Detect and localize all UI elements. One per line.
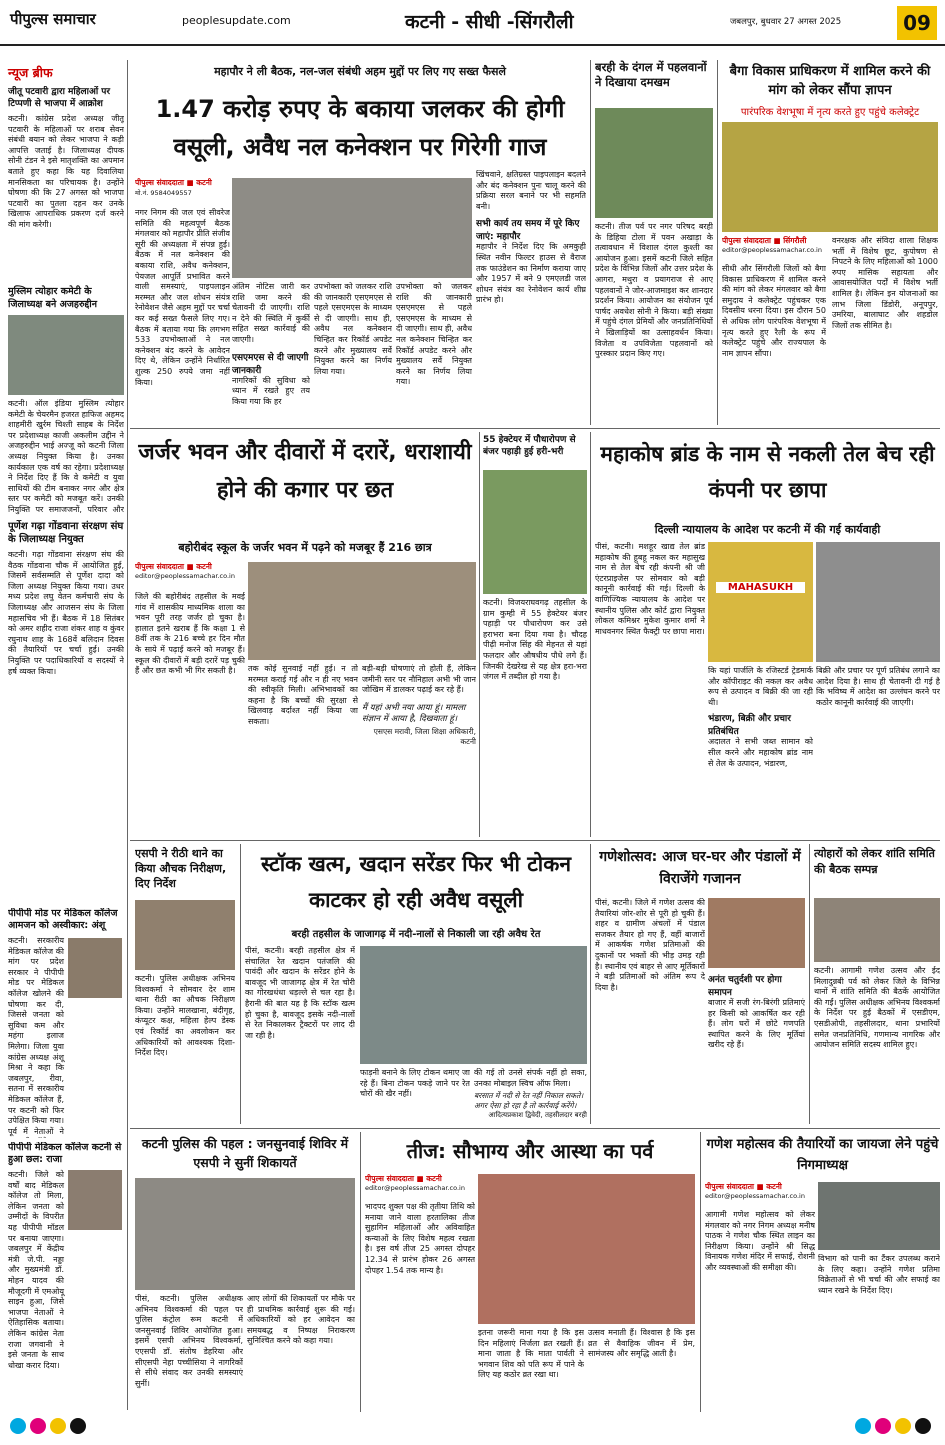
ganesh-headline: गणेशोत्सव: आज घर-घर और पंडालों में विराजेंगे गजानन bbox=[599, 849, 801, 887]
dangal-headline: बरही के दंगल में पहलवानों ने दिखाया दमखम bbox=[595, 60, 707, 89]
mobile-number: मो.नं. 9584049557 bbox=[135, 189, 192, 197]
teej-text: भादपद शुक्ल पक्ष की तृतीया तिथि को मनाया जाने वाला हरतालिका तीज सुहागिन महिलाओं और अविवाहित कन्याओं के लिए विशेष महत्व रखता है। इस वर्ष तीज 25 अगस्त दोपहर 12.34 से प्रारंभ होकर 26 अगस्त दोपहर 1.54 तक मान्य है। bbox=[365, 1202, 475, 1275]
quote-author: एसएस मरावी, जिला शिक्षा अधिकारी, कटनी bbox=[373, 726, 476, 746]
sp-photo bbox=[135, 900, 235, 970]
ganesh-text: पीसं, कटनी। जिले में गणेश उत्सव की तैयारियां जोर-शोर से पूरी हो चुकी हैं। शहर व ग्रामीण अंचलों में पंडाल सजकर तैयार हो गए हैं, वहीं बाजारों में आकर्षक गणेश प्रतिमाओं की दुकानों पर भक्तों की भीड़ उमड़ रही है। स्थानीय एवं बाहर से आए मूर्तिकारों ने बड़ी प्रतिमाओं को अंतिम रूप दे दिया है। bbox=[595, 898, 705, 992]
jansunwai-photo bbox=[135, 1178, 355, 1290]
column-divider bbox=[479, 432, 480, 837]
brief-item bbox=[8, 908, 124, 1138]
masthead bbox=[0, 0, 945, 46]
email[interactable]: editor@peoplessamachar.co.in bbox=[135, 572, 235, 580]
column-divider bbox=[590, 432, 591, 837]
lead-byline-box bbox=[135, 178, 230, 208]
email[interactable]: editor@peoplessamachar.co.in bbox=[705, 1192, 805, 1200]
brief-headline: जीतू पटवारी द्वारा महिलाओं पर टिप्पणी से भाजपा में आक्रोश bbox=[8, 87, 111, 109]
mahakosh-col1: पीसं, कटनी। मशहूर खाद्य तेल ब्रांड महाकोष की हूबहू नकल कर महासुख नाम से तेल बेच रही कंपनी श्री जी एंटरप्राइजेस पर सोमवार को बड़ी कानूनी कार्रवाई की गई। दिल्ली के वाणिज्यिक न्यायालय के आदेश पर स्थानीय पुलिस और कोर्ट द्वारा नियुक्त लोकल कमिश्नर मुकेश कुमार शर्मा ने माधवनगर स्थित फैक्ट्री पर छापा मारा। bbox=[595, 542, 705, 636]
nigam-headline: गणेश महोत्सव की तैयारियों का जायजा लेने पहुंचे निगमाध्यक्ष bbox=[706, 1137, 939, 1173]
quote-author: आदित्यप्रकाश द्विवेदी, तहसीलदार बरही bbox=[488, 1111, 587, 1120]
column-divider bbox=[240, 844, 241, 1124]
brief-item bbox=[8, 1142, 124, 1412]
jarjar-headline: जर्जर भवन और दीवारों में दरारें, धराशायी होने की कगार पर छत bbox=[138, 440, 472, 503]
subhead: एसएमएस से दी जाएगी जानकारी bbox=[232, 352, 309, 376]
stock-col1: पीसं, कटनी। बरही तहसील क्षेत्र में संचालित रेत खदान पतंजलि की पावंदी और खदान के सरेंडर होने के बावजूद भी जाजागढ़ क्षेत्र में रेत चोरी का गोरखधंधा धड़ल्ले से चल रहा है। हैरानी की बात यह है कि स्टॉक खत्म हो चुका है, बावजूद इसके नदी-नालों से रेत निकालकर ट्रैक्टरों पर लाद दी जा रही है। bbox=[245, 946, 355, 1040]
quote: बरसात में नदी से रेत नहीं निकाल सकते। अगर ऐसा हो रहा है तो कार्रवाई करेंगे। bbox=[474, 1091, 584, 1111]
dangal-text: कटनी। तीज पर्व पर नगर परिषद बरही के डिहिया टोला में पवन अखाड़ा के तत्वावधान में विशाल दंगल कुश्ती का आयोजन हुआ। इसमें कटनी जिले सहित प्रदेश के विभिन्न जिलों और उत्तर प्रदेश के आगरा, मथुरा व प्रयागराज से आए पहलवानों ने जोर-आजमाइश कर शानदार प्रदर्शन किया। आयोजन का संयोजन पूर्व पार्षद अवधेश सोनी ने किया। बड़ी संख्या में पहुंचे दंगल प्रेमियों और जनप्रतिनिधियों ने खिलाड़ियों का उत्साहवर्धन किया। विजेता व उपविजेता पहलवानों को पुरस्कार प्रदान किए गए। bbox=[595, 222, 713, 359]
brief-photo bbox=[8, 315, 124, 395]
jarjar-col3-box bbox=[362, 664, 476, 834]
registration-mark bbox=[30, 1418, 46, 1434]
nigam-col1: आगामी गणेश महोत्सव को लेकर मंगलवार को नगर निगम अध्यक्ष मनीष पाठक ने गणेश चौक स्थित लाइन का निरीक्षण किया। उन्होंने श्री सिद्ध विनायक गणेश मंदिर में सफाई, रोशनी और व्यवस्थाओं की समीक्षा की। bbox=[705, 1210, 815, 1272]
byline: पीपुल्स संवाददाता ■ कटनी bbox=[135, 562, 212, 571]
lead-col1: नगर निगम की जल एवं सीवरेज समिति की महत्वपूर्ण बैठक मंगलवार को महापौर प्रीति संजीव सूरी की अध्यक्षता में संपन्न हुई। बैठक में नल कनेक्शन की बकाया राशि, अवैध कनेक्शन, पेयजल आपूर्ति प्रभावित करने वाली समस्याएं, पाइपलाइन मरम्मत और जल शोधन संयंत्र रेनोवेशन जैसे अहम मुद्दों पर चर्चा कर कई सख्त फैसले लिए गए। बैठक में बताया गया कि लगभग 533 उपभोक्ताओं ने नल कनेक्शन बंद करने के आवेदन दिए थे, लेकिन उन्होंने निर्धारित शुल्क 250 रुपये जमा नहीं किया। bbox=[135, 208, 230, 387]
lead-col4-b: महापौर ने निर्देश दिए कि अमकुही स्थित नवीन फिल्टर हाउस से वैराज तक फाउंडेशन का निर्माण कराया जाए और 1957 में बने 9 एमएलडी जल शोधन संयंत्र का रेनोवेशन कार्य शीघ्र प्रारंभ हो। bbox=[476, 242, 586, 305]
row-divider bbox=[130, 428, 940, 429]
section-title: कटनी - सीधी -सिंगरौली bbox=[405, 11, 574, 33]
tyohar-photo bbox=[814, 898, 940, 962]
lead-col4: खिंचवाने, क्षतिग्रस्त पाइपलाइन बदलने और बंद कनेक्शन पुनः चालू करने की प्रक्रिया सरल बनाने पर भी सहमति बनी। bbox=[476, 170, 586, 211]
stock-deck: बरही तहसील के जाजागढ़ में नदी-नालों से निकाली जा रही अवैध रेत bbox=[291, 929, 541, 940]
forest-text: कटनी। विजयराघवगढ़ तहसील के ग्राम कुम्ही में 55 हेक्टेयर बंजर पहाड़ी पर पौधारोपण कर उसे हराभरा बना दिया गया है। चौदह पीढ़ी मनोज सिंह की मेहनत से यहां फलदार और औषधीय पौधे लगे हैं। जिनकी देखरेख से यह क्षेत्र हरा-भरा जंगल में तब्दील हो गया है। bbox=[483, 598, 587, 682]
email[interactable]: editor@peoplessamachar.co.in bbox=[365, 1184, 465, 1192]
forest-photo bbox=[483, 470, 587, 594]
stock-col3: की गई तो उनसे संपर्क नहीं हो सका, उनका मोबाइल स्विच ऑफ मिला। bbox=[474, 1068, 587, 1088]
brief-photo bbox=[68, 1170, 122, 1230]
ganesh-photo bbox=[708, 898, 805, 968]
jansunwai-text2: आए लोगों की शिकायतों पर मौके पर ही प्राथमिक कार्रवाई शुरू की गई। अधिकारियों को हर आवेदन का समयबद्ध व निष्पक्ष निराकरण सुनिश्चित करने को कहा गया। bbox=[247, 1294, 355, 1346]
tyohar-headline: त्योहारों को लेकर शांति समिति की बैठक सम्पन्न bbox=[814, 847, 935, 876]
tyohar-text: कटनी। आगामी गणेश उत्सव और ईद मिलादुन्नबी पर्व को लेकर जिले के विभिन्न थानों में शांति समिति की बैठकें आयोजित की गईं। पुलिस अधीक्षक अभिनय विश्वकर्मा के निर्देश पर हुई बैठकों में एसडीएम, एसडीओपी, तहसीलदार, थाना प्रभारियों समेत जनप्रतिनिधि, गणमान्य नागरिक और आयोजन समिति सदस्य शामिल हुए। bbox=[814, 966, 940, 1050]
jarjar-photo bbox=[248, 562, 476, 660]
lead-col2-box bbox=[232, 282, 310, 418]
teej-text3: उत्सव मनाती हैं। विश्वास है कि इस व्रत से वैवाहिक जीवन में प्रेम, सामंजस्य और समृद्धि आती है। bbox=[588, 1328, 695, 1359]
column-divider bbox=[590, 60, 591, 425]
brief-text: कटनी। ऑल इंडिया मुस्लिम त्योहार कमेटी के चेयरमैन हजरत हाफिज अहमद शाहमीरी खुर्रम चिश्ती साहब के निर्देश पर प्रदेशाध्यक्ष काजी अकलीम उद्दीन ने अजहरुद्दीन भाई अज्जू को कटनी जिला अध्यक्ष नियुक्त किया है। उनका कार्यकाल एक वर्ष का रहेगा। प्रदेशाध्यक्ष ने निर्देश दिए हैं कि वे कमेटी व युवा साथियों की टीम बनाकर नगर और क्षेत्र स्तर पर कमेटी को मजबूत करें। उनकी नियुक्ति पर समाजजनों, परिवार और bbox=[8, 399, 124, 514]
column-divider bbox=[127, 60, 128, 1410]
jansunwai-text: पीसं, कटनी। पुलिस अधीक्षक अभिनय विश्वकर्मा की पहल पर पुलिस कंट्रोल रूम कटनी में जनसुनवाई शिविर आयोजित हुआ। इसमें एसपी अभिनय विश्वकर्मा, एएसपी डॉ. संतोष डेहरिया और सीएसपी नेहा पच्चीसिया ने नागरिकों से सीधे संवाद कर उनकी समस्याएं सुनीं। bbox=[135, 1294, 243, 1388]
brief-text: कटनी। कांग्रेस प्रदेश अध्यक्ष जीतू पटवारी के महिलाओं पर शराब सेवन संबंधी बयान को लेकर भाजपा ने कड़ी आपत्ति जताई है। जिलाध्यक्ष दीपक सोनी टंडन ने इसे मातृशक्ति का अपमान बताते हुए कहा कि यह दिवालिया मानसिकता का परिचायक है। उन्होंने घोषणा की कि 27 अगस्त को भाजपा पटवारी का पुतला दहन कर उनके खिलाफ आपराधिक प्रकरण दर्ज करने की मांग करेगी। bbox=[8, 114, 124, 229]
column-divider bbox=[360, 1132, 361, 1412]
jansunwai-headline: कटनी पुलिस की पहल : जनसुनवाई शिविर में एसपी ने सुनीं शिकायतें bbox=[141, 1136, 349, 1170]
stock-col3-box bbox=[474, 1068, 587, 1124]
subhead: भंडारण, बिक्री और प्रचार प्रतिबंधित bbox=[708, 714, 791, 738]
brief-text: कटनी। सरकारीय मेडिकल कॉलेज की मांग पर प्रदेश सरकार ने पीपीपी मोड पर मेडिकल कॉलेज खोलने की घोषणा कर दी, जिससे जनता को सुविधा कम और महंगा इलाज मिलेगा। जिला युवा कांग्रेस अध्यक्ष अंशू मिश्रा ने कहा कि जबलपुर, रीवा, सतना में सरकारीय मेडिकल कॉलेज हैं, पर कटनी को फिर उपेक्षित किया गया। पूर्व में नेताओं ने bbox=[8, 936, 64, 1136]
byline: पीपुल्स संवाददाता ■ कटनी bbox=[135, 178, 212, 187]
nigam-photo bbox=[818, 1182, 940, 1250]
registration-mark bbox=[70, 1418, 86, 1434]
mahakosh-headline: महाकोष ब्रांड के नाम से नकली तेल बेच रही कंपनी पर छापा bbox=[600, 442, 935, 502]
byline: पीपुल्स संवाददाता ■ सिंगरौली bbox=[722, 236, 807, 245]
lead-photo bbox=[232, 178, 472, 278]
mahakosh-col3: बिक्री और प्रचार पर पूर्ण प्रतिबंध लगाने का आदेश दिया है। साथ ही चेतावनी दी गई है कि भविष्य में आदेश का उल्लंघन करने पर कठोर कानूनी कार्रवाई की जाएगी। bbox=[816, 666, 940, 707]
subhead: अनंत चतुर्दशी पर होगा समापन bbox=[708, 975, 782, 998]
jarjar-col3: बड़ी-बड़ी घोषणाएं तो होती हैं, लेकिन जमीनी स्तर पर नौनिहाल अभी भी जान जोखिम में डालकर पढ़ाई कर रहे हैं। bbox=[362, 664, 476, 695]
dateline: जबलपुर, बुधवार 27 अगस्त 2025 bbox=[730, 17, 842, 27]
brief-item bbox=[8, 285, 124, 515]
brief-text: कटनी। जिले को वर्षों बाद मेडिकल कॉलेज तो मिला, लेकिन जनता को उम्मीदों के विपरीत यह पीपीपी मॉडल पर बनाया जाएगा। जबलपुर में केंद्रीय मंत्री जे.पी. नड्डा और मुख्यमंत्री डॉ. मोहन यादव की मौजूदगी में एमओयू साइन हुआ, जिसे भाजपा नेताओं ने ऐतिहासिक बताया। लेकिन कांग्रेस नेता राजा जगवानी ने इसे जनता के साथ धोखा करार दिया। bbox=[8, 1170, 64, 1370]
row-divider bbox=[130, 1128, 940, 1129]
baiga-deck: पारंपरिक वेशभूषा में नृत्य करते हुए पहुंचे कलेक्ट्रेट bbox=[740, 107, 920, 118]
sp-headline: एसपी ने रीठी थाने का किया औचक निरीक्षण, दिए निर्देश bbox=[135, 847, 227, 890]
baiga-photo bbox=[722, 122, 938, 232]
byline: पीपुल्स संवाददाता ■ कटनी bbox=[705, 1182, 782, 1191]
email[interactable]: editor@peoplessamachar.co.in bbox=[722, 246, 822, 254]
brief-text: कटनी। गढ़ा गोंडवाना संरक्षण संघ की वैठक गोंडवाना चौक में आयोजित हुई, जिसमें सर्वसम्मति से पूर्णेश दादा को जिला अध्यक्ष नियुक्त किया गया। उधर मध्य प्रदेश लघु वेतन कर्मचारी संघ के जिलाध्यक्ष और आजसन संघ के जिला महासचिव भी हैं। बैठक में 18 सितंबर को अमर शहीद राजा शंकर शाह व कुंवर रघुनाथ शाह के 168वें बलिदान दिवस की तैयारियों पर चर्चा हुई। उनकी नियुक्ति पर पदाधिकारियों व सदस्यों ने हर्ष व्यक्त किया। bbox=[8, 550, 124, 676]
jarjar-col2: तक कोई सुनवाई नहीं हुई। न तो मरम्मत कराई गई और न ही नए भवन की स्वीकृति मिली। अभिभावकों का कहना है कि बच्चों की सुरक्षा से खिलवाड़ बर्दाश्त नहीं किया जा सकता। bbox=[248, 664, 358, 726]
lead-col3b: उपभोक्ता को जलकर राशि की जानकारी एसएमएस से पहले एसएमएस के माध्यम से दी जाएगी। साथ ही, अवैध नल कनेक्शन चिन्हित कर रिकॉर्ड अपडेट करने और मुख्यालय सर्वे नियुक्त करने का निर्णय लिया गया। bbox=[396, 282, 472, 387]
column-divider bbox=[700, 1132, 701, 1412]
registration-mark bbox=[875, 1418, 891, 1434]
nigam-byline-box bbox=[705, 1182, 815, 1208]
registration-mark bbox=[915, 1418, 931, 1434]
mahakosh-col2-box bbox=[708, 666, 813, 834]
teej-photo bbox=[478, 1174, 695, 1324]
lead-col3: उपभोक्ता को जलकर राशि की जानकारी एसएमएस से पहले एसएमएस के माध्यम से दी जाएगी। साथ ही, अवैध नल कनेक्शन चिन्हित कर रिकॉर्ड अपडेट करने और मुख्यालय सर्वे नियुक्त करने का निर्णय लिया गया। bbox=[314, 282, 392, 376]
mahakosh-label: MAHASUKH bbox=[716, 582, 805, 593]
brief-photo bbox=[68, 938, 122, 998]
mahakosh-col2: कि यहां पार्जलि के रजिस्टर्ड ट्रेडमार्क और कॉपीराइट की नकल कर अवैध रूप से उत्पादन व बिक्री की जा रही थी। bbox=[708, 666, 813, 707]
lead-kicker: महापौर ने ली बैठक, नल-जल संबंधी अहम मुद्दों पर लिए गए सख्त फैसले bbox=[214, 65, 506, 78]
jarjar-byline-box bbox=[135, 562, 255, 588]
brief-item bbox=[8, 520, 124, 720]
site-url[interactable]: peoplesupdate.com bbox=[182, 14, 291, 27]
dangal-photo bbox=[595, 108, 713, 218]
nigam-col2: विभाग को पानी का टैंकर उपलब्ध कराने के लिए कहा। उन्होंने गणेश प्रतिमा विक्रेताओं से भी चर्चा की और सफाई का ध्यान रखने के निर्देश दिए। bbox=[818, 1254, 940, 1295]
brief-headline: मुस्लिम त्योहार कमेटी के जिलाध्यक्ष बने अजहरुद्दीन bbox=[8, 286, 97, 310]
quote: मैं यहां अभी नया आया हूं। मामला संज्ञान में आया है, दिखवाता हूं। bbox=[362, 702, 466, 724]
teej-text2: इतना जरूरी माना गया है कि इस दिन महिलाएं निर्जला व्रत रखती हैं। माना जाता है कि माता पार्वती ने भगवान शिव को पति रूप में पाने के लिए यह कठोर व्रत रखा था। bbox=[478, 1328, 584, 1380]
brief-headline: पीपीपी मोड पर मेडिकल कॉलेज आमजन को अस्वीकार: अंशू bbox=[8, 908, 118, 931]
registration-mark bbox=[10, 1418, 26, 1434]
byline: पीपुल्स संवाददाता ■ कटनी bbox=[365, 1174, 442, 1183]
column-divider bbox=[809, 844, 810, 1124]
column-divider bbox=[590, 844, 591, 1124]
stock-headline: स्टॉक खत्म, खदान सरेंडर फिर भी टोकन काटकर हो रही अवैध वसूली bbox=[260, 852, 572, 912]
registration-mark bbox=[50, 1418, 66, 1434]
mahakosh-deck: दिल्ली न्यायालय के आदेश पर कटनी में की गई कार्यवाही bbox=[654, 523, 881, 536]
column-divider bbox=[717, 60, 718, 425]
brief-headline: पूर्णेश गढ़ा गोंडवाना संरक्षण संघ के जिलाध्यक्ष नियुक्त bbox=[8, 521, 124, 545]
jarjar-deck: बहोरीबंद स्कूल के जर्जर भवन में पढ़ने को मजबूर हैं 216 छात्र bbox=[178, 541, 432, 554]
mahakosh-photo-oil bbox=[708, 542, 813, 662]
baiga-col2: वनरक्षक और संविदा शाला शिक्षक भर्ती में विशेष छूट, कुपोषण से निपटने के लिए महिलाओं को 1000 रुपए मासिक सहायता और आवासयोजित पर्दों में विशेष भर्ती शामिल है। लेकिन इन योजनाओं का लाभ जिला डिंडोरी, अनूपपुर, उमरिया, बालाघाट और शहडोल जिलों तक सीमित है। bbox=[832, 236, 938, 330]
mahakosh-photo-factory bbox=[816, 542, 940, 662]
jarjar-col1: जिले की बहोरीबंद तहसील के मवई गांव में शासकीय माध्यमिक शाला का भवन पूरी तरह जर्जर हो चुका है। हालात इतने खराब हैं कि कक्षा 1 से 8वीं तक के 216 बच्चे हर दिन मौत के साये में पढ़ाई करने को मजबूर हैं। स्कूल की दीवारों में बड़ी दरारें पड़ चुकी हैं और छत कभी भी गिर सकती है। bbox=[135, 592, 245, 676]
lead-headline: 1.47 करोड़ रुपए के बकाया जलकर की होगी वसूली, अवैध नल कनेक्शन पर गिरेगी गाज bbox=[155, 95, 565, 161]
stock-photo bbox=[360, 946, 587, 1064]
teej-byline-box bbox=[365, 1174, 475, 1200]
brief-item bbox=[8, 86, 124, 276]
brief-headline: पीपीपी मेडिकल कॉलेज कटनी से हुआ छल: राजा bbox=[8, 1142, 122, 1165]
row-divider bbox=[130, 840, 940, 841]
baiga-byline-box bbox=[722, 236, 838, 262]
forest-caption: 55 हेक्टेयर में पौधारोपण से बंजर पहाड़ी हुई हरी-भरी bbox=[483, 435, 576, 457]
registration-mark bbox=[895, 1418, 911, 1434]
lead-col4-box bbox=[476, 170, 586, 418]
ganesh-text2: बाजार में सजी रंग-बिरंगी प्रतिमाएं हर किसी को आकर्षित कर रही हैं। लोग घरों में छोटे गणपति स्थापित करने के लिए मूर्तियां खरीद रहे हैं। bbox=[708, 998, 805, 1050]
baiga-col1: सीधी और सिंगरौली जिलों को बैगा विकास प्राधिकरण में शामिल करने की मांग को लेकर मंगलवार को बैगा समुदाय ने कलेक्ट्रेट पहुंचकर एक दिवसीय धरना दिया। इस दौरान 50 से अधिक लोग पारंपरिक वेशभूषा में नृत्य करते हुए रैली के रूप में कलेक्ट्रेट पहुंचे और राज्यपाल के नाम ज्ञापन सौंपा। bbox=[722, 264, 826, 358]
news-brief-label: न्यूज ब्रीफ bbox=[8, 65, 53, 80]
baiga-headline: बैगा विकास प्राधिकरण में शामिल करने की मांग को लेकर सौंपा ज्ञापन bbox=[729, 64, 931, 98]
lead-col2: अंतिम नोटिस जारी कर राशि जमा करने की चेतावनी दी जाएगी। राशि न देने की स्थिति में कुर्की सहित सख्त कार्रवाई की जाएगी। bbox=[232, 282, 310, 344]
lead-col2-b: नागरिकों की सुविधा को ध्यान में रखते हुए तय किया गया कि हर bbox=[232, 375, 310, 406]
subhead: सभी कार्य तय समय में पूरे किए जाएं: महापौर bbox=[476, 219, 580, 243]
brand-logo: पीपुल्स समाचार bbox=[10, 10, 96, 28]
sp-text: कटनी। पुलिस अधीक्षक अभिनय विश्वकर्मा ने सोमवार देर शाम थाना रीठी का औचक निरीक्षण किया। उन्होंने मालखाना, बंदीगृह, कंप्यूटर कक्ष, महिला हेल्प डेस्क एवं रिकॉर्ड का अवलोकन कर अधिकारियों को आवश्यक दिशा-निर्देश दिए। bbox=[135, 974, 235, 1058]
mahakosh-col2-b: अदालत ने सभी जब्त सामान को सील करने और महाकोष ब्रांड नाम से तेल के उत्पादन, भंडारण, bbox=[708, 737, 813, 768]
teej-headline: तीज: सौभाग्य और आस्था का पर्व bbox=[406, 1139, 654, 1163]
page-number: 09 bbox=[897, 6, 937, 40]
ganesh-col2-box bbox=[708, 972, 805, 1124]
stock-col2: फाड़नी बनाने के लिए टोकन थमाए जा रहे हैं। बिना टोकन पकड़े जाने पर रेत चोरों की खैर नहीं। bbox=[360, 1068, 470, 1099]
registration-mark bbox=[855, 1418, 871, 1434]
